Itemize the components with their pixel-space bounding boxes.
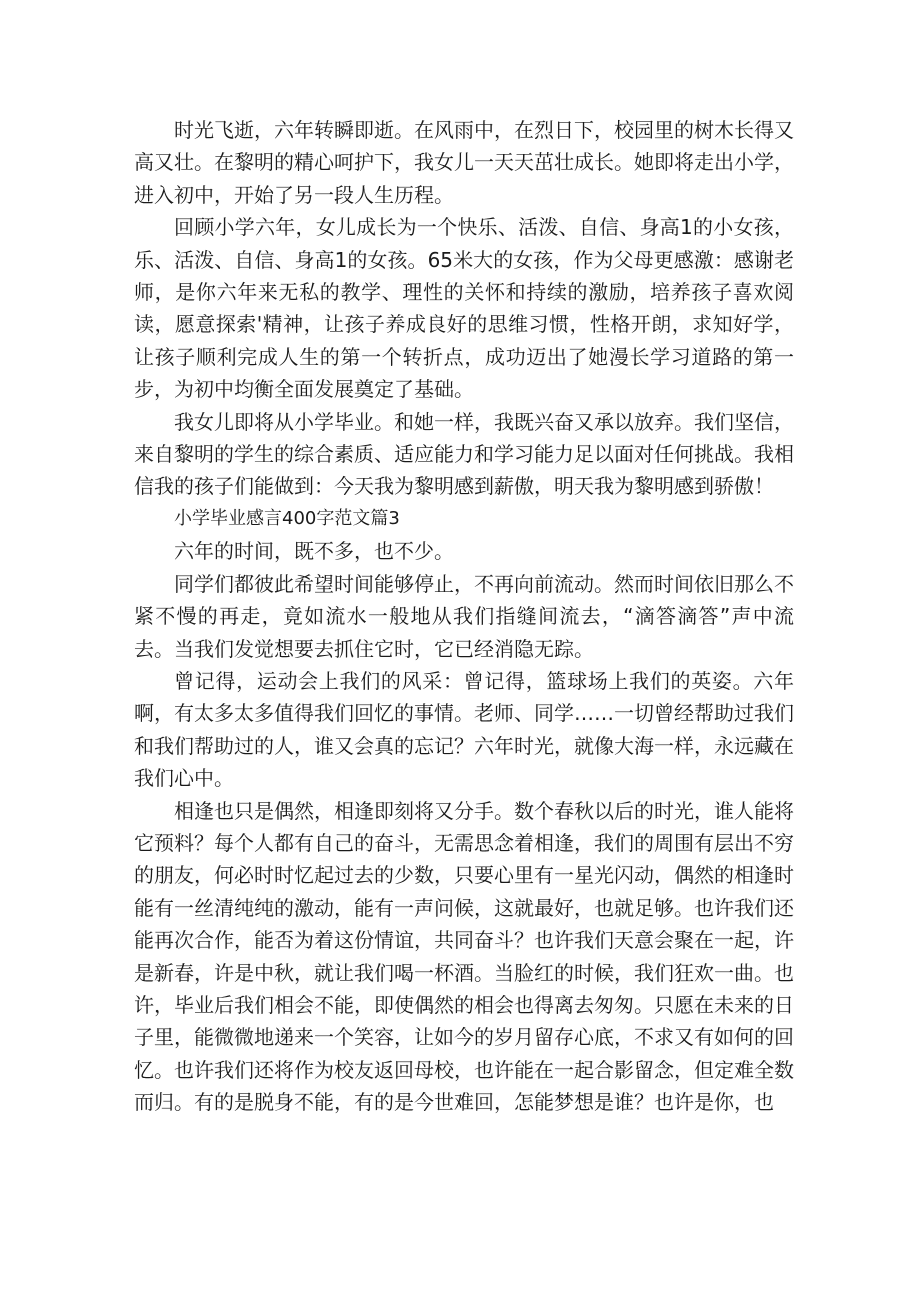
paragraph: 回顾小学六年，女儿成长为一个快乐、活泼、自信、身高1的小女孩，乐、活泼、自信、身高1的女孩。65米大的女孩，作为父母更感激：感谢老师，是你六年来无私的教学、理性的关怀和持续的激励，培养孩子喜欢阅读，愿意探索'精神，让孩子养成良好的思维习惯，性格开朗，求知好学，让孩子顺利完成人生的第一个转折点，成功迈出了她漫长学习道路的第一步，为初中均衡全面发展奠定了基础。 (134, 215, 794, 402)
document-body (134, 114, 794, 1119)
paragraph: 时光飞逝，六年转瞬即逝。在风雨中，在烈日下，校园里的树木长得又高又壮。在黎明的精心呵护下，我女儿一天天茁壮成长。她即将走出小学，进入初中，开始了另一段人生历程。 (134, 118, 794, 207)
paragraph: 相逢也只是偶然，相逢即刻将又分手。数个春秋以后的时光，谁人能将它预料？每个人都有自己的奋斗，无需思念着相逢，我们的周围有层出不穷的朋友，何必时时忆起过去的少数，只要心里有一星光闪动，偶然的相逢时能有一丝清纯纯的激动，能有一声问候，这就最好，也就足够。也许我们还能再次合作，能否为着这份情谊，共同奋斗？也许我们天意会聚在一起，许是新春，许是中秋，就让我们喝一杯酒。当脸红的时候，我们狂欢一曲。也许，毕业后我们相会不能，即使偶然的相会也得离去匆匆。只愿在未来的日子里，能微微地递来一个笑容，让如今的岁月留存心底，不求又有如何的回忆。也许我们还将作为校友返回母校，也许能在一起合影留念，但定难全数而归。有的是脱身不能，有的是今世难回，怎能梦想是谁？也许是你，也 (134, 798, 794, 1115)
paragraph: 六年的时间，既不多，也不少。 (174, 539, 454, 564)
section-heading: 小学毕业感言400字范文篇3 (174, 507, 400, 529)
paragraph: 曾记得，运动会上我们的风采：曾记得，篮球场上我们的英姿。六年啊，有太多太多值得我们回忆的事情。老师、同学……一切曾经帮助过我们和我们帮助过的人，谁又会真的忘记？六年时光，就像大海一样，永远藏在我们心中。 (134, 668, 794, 791)
paragraph: 同学们都彼此希望时间能够停止，不再向前流动。然而时间依旧那么不紧不慢的再走，竟如流水一般地从我们指缝间流去，“滴答滴答”声中流去。当我们发觉想要去抓住它时，它已经消隐无踪。 (134, 571, 794, 661)
paragraph: 我女儿即将从小学毕业。和她一样，我既兴奋又承以放弃。我们坚信，来自黎明的学生的综合素质、适应能力和学习能力足以面对任何挑战。我相信我的孩子们能做到：今天我为黎明感到薪傲，明天我为黎明感到骄傲！ (134, 409, 794, 499)
